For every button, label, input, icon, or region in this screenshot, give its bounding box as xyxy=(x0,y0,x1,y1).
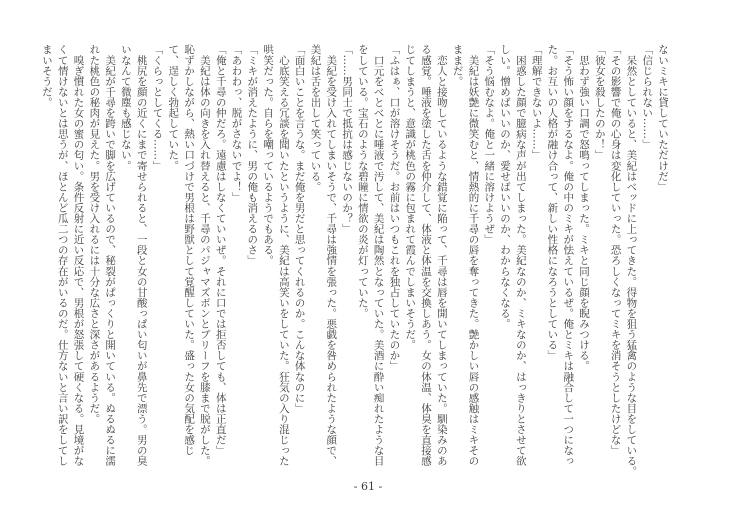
text-line: た。お互いの人格が融け合って、新しい性格になろうとしている」 xyxy=(546,44,559,361)
text-line: をしている。宝石のような碧瞳に情欲の炎が灯っていた。 xyxy=(356,44,369,319)
text-line: ままだ。 xyxy=(451,44,464,87)
text-line: 哄笑だった。自らを嘲っているようでもある。 xyxy=(262,44,275,266)
text-line: 「そう悩むなよ。俺と一緒に溶けようぜ」 xyxy=(483,44,496,245)
text-line: る感覚。唾液を塗した舌を仲介して、体液と体温を交換しあう。女の体温、体臭を直接感 xyxy=(420,44,433,466)
text-line: 桃尻を顔の近くにまで寄せられると、一段と女の甘酸っぱい匂いが鼻先で漂う。男の臭 xyxy=(135,44,148,466)
text-line: じてしまうと、意識が桃色の霧に包まれて霞んでしまいそうだ。 xyxy=(404,44,417,350)
text-line: しい。憎めばいいのか、愛せばいいのか、わからなくなる。 xyxy=(499,44,512,329)
text-line: 美紀が千尋を跨いで脚を広げているので、秘裂がぱっくりと開いている。ぬるぬるに濡 xyxy=(104,44,117,466)
text-line: 「くらっとしてくる……」 xyxy=(151,44,164,171)
text-line: 「……男同士で抵抗は感じないのか？」 xyxy=(341,44,354,234)
text-line: ないミキに貸していただけだ」 xyxy=(657,44,669,192)
text-line: 「そう怖い顔をするなよ。俺の中のミキが怯えているぜ。俺とミキは融合して一つになっ xyxy=(562,44,575,466)
text-line: 美紀は妖艶に微笑むと、情熱的に千尋の唇を奪ってきた。艶かしい唇の感触はミキその xyxy=(467,44,480,466)
text-line: 思わず強い口調で怒鳴ってしまった。ミキと同じ顔を睨みつける。 xyxy=(578,44,591,372)
text-line: 美紀を受け入れてしまいそうで、千尋は強情を張った。悪戯を咎められたような顔で、 xyxy=(325,44,338,466)
text-line: れた桃色の秘肉が見えた。男を受け入れるには十分な広さと深さがあるようだ。 xyxy=(88,44,101,424)
text-line: 恋人と接吻しているような錯覚に陥って、千尋は唇を開いてしまっていた。馴染みのあ xyxy=(435,44,448,466)
text-line: 「その影響で俺の心身は変化していった。恐ろしくなってミキを消そうとしたけどな」 xyxy=(609,44,622,456)
text-line: 美紀は舌を出して笑っている。 xyxy=(309,44,322,192)
text-line: 「ふはぁ、口が溶けそうだ。お前はいつもこれを独占していたのか」 xyxy=(388,44,401,372)
page-number: - 61 - xyxy=(353,480,383,493)
text-line: 美紀は体の向きを入れ替えると、千尋のパジャマズボンとブリーフを膝まで脱がした。 xyxy=(198,44,211,466)
text-line: て、逞しく勃起していた。 xyxy=(167,44,180,171)
text-line: 「理解できないよ……」 xyxy=(530,44,543,161)
text-line: いなんて微塵も感じない。 xyxy=(119,44,132,171)
text-line: 困惑した顔で臆病な声が出てしまった。美紀なのか、ミキなのか、はっきりとさせて欲 xyxy=(514,44,527,466)
text-line: 「信じられない……」 xyxy=(641,44,654,150)
text-line: くて情けないとは思うが、ほとんど瓜二つの存在がいるのだ。仕方ないと言い訳をしてし xyxy=(56,44,69,466)
text-line: 呆然としていると、美紀はベッドに上ってきた。得物を狙う猛禽のような目をしている。 xyxy=(625,44,638,477)
text-line: 「あわわっ、脱がさないでよ！」 xyxy=(230,44,243,203)
text-line: 「面白いことを言うな。まだ俺を男だと思ってくれるのか。こんな体なのに」 xyxy=(293,44,306,414)
text-line: まいそうだ。 xyxy=(40,44,53,108)
text-line: 恥ずかしながら、熱い口づけで男根は野獣として覚醒していた。盛った女の気配を感じ xyxy=(183,44,196,456)
text-line: 「ミキが消えたように、男の俺も消えるのさ」 xyxy=(246,44,259,266)
text-line: 「俺と千尋の仲だろ。遠慮はしなくていいぜ。それに口では拒否しても、体は正直だ」 xyxy=(214,44,227,456)
text-line: 心底笑える冗談を聞いたというように、美紀は高笑いをしていた。狂気の入り混じった xyxy=(277,44,290,466)
text-line: 嗅ぎ慣れた女の蜜の匂い。条件反射に近い反応で、男根が怒張して硬くなる。見境がな xyxy=(72,44,85,466)
text-line: 口元をべとべとに唾液で汚して、美紀は陶然となっていた。美酒に酔い痴れたような目 xyxy=(372,44,385,466)
vertical-body-text xyxy=(38,44,670,476)
text-line: 「彼女を殺したのか！」 xyxy=(593,44,606,161)
